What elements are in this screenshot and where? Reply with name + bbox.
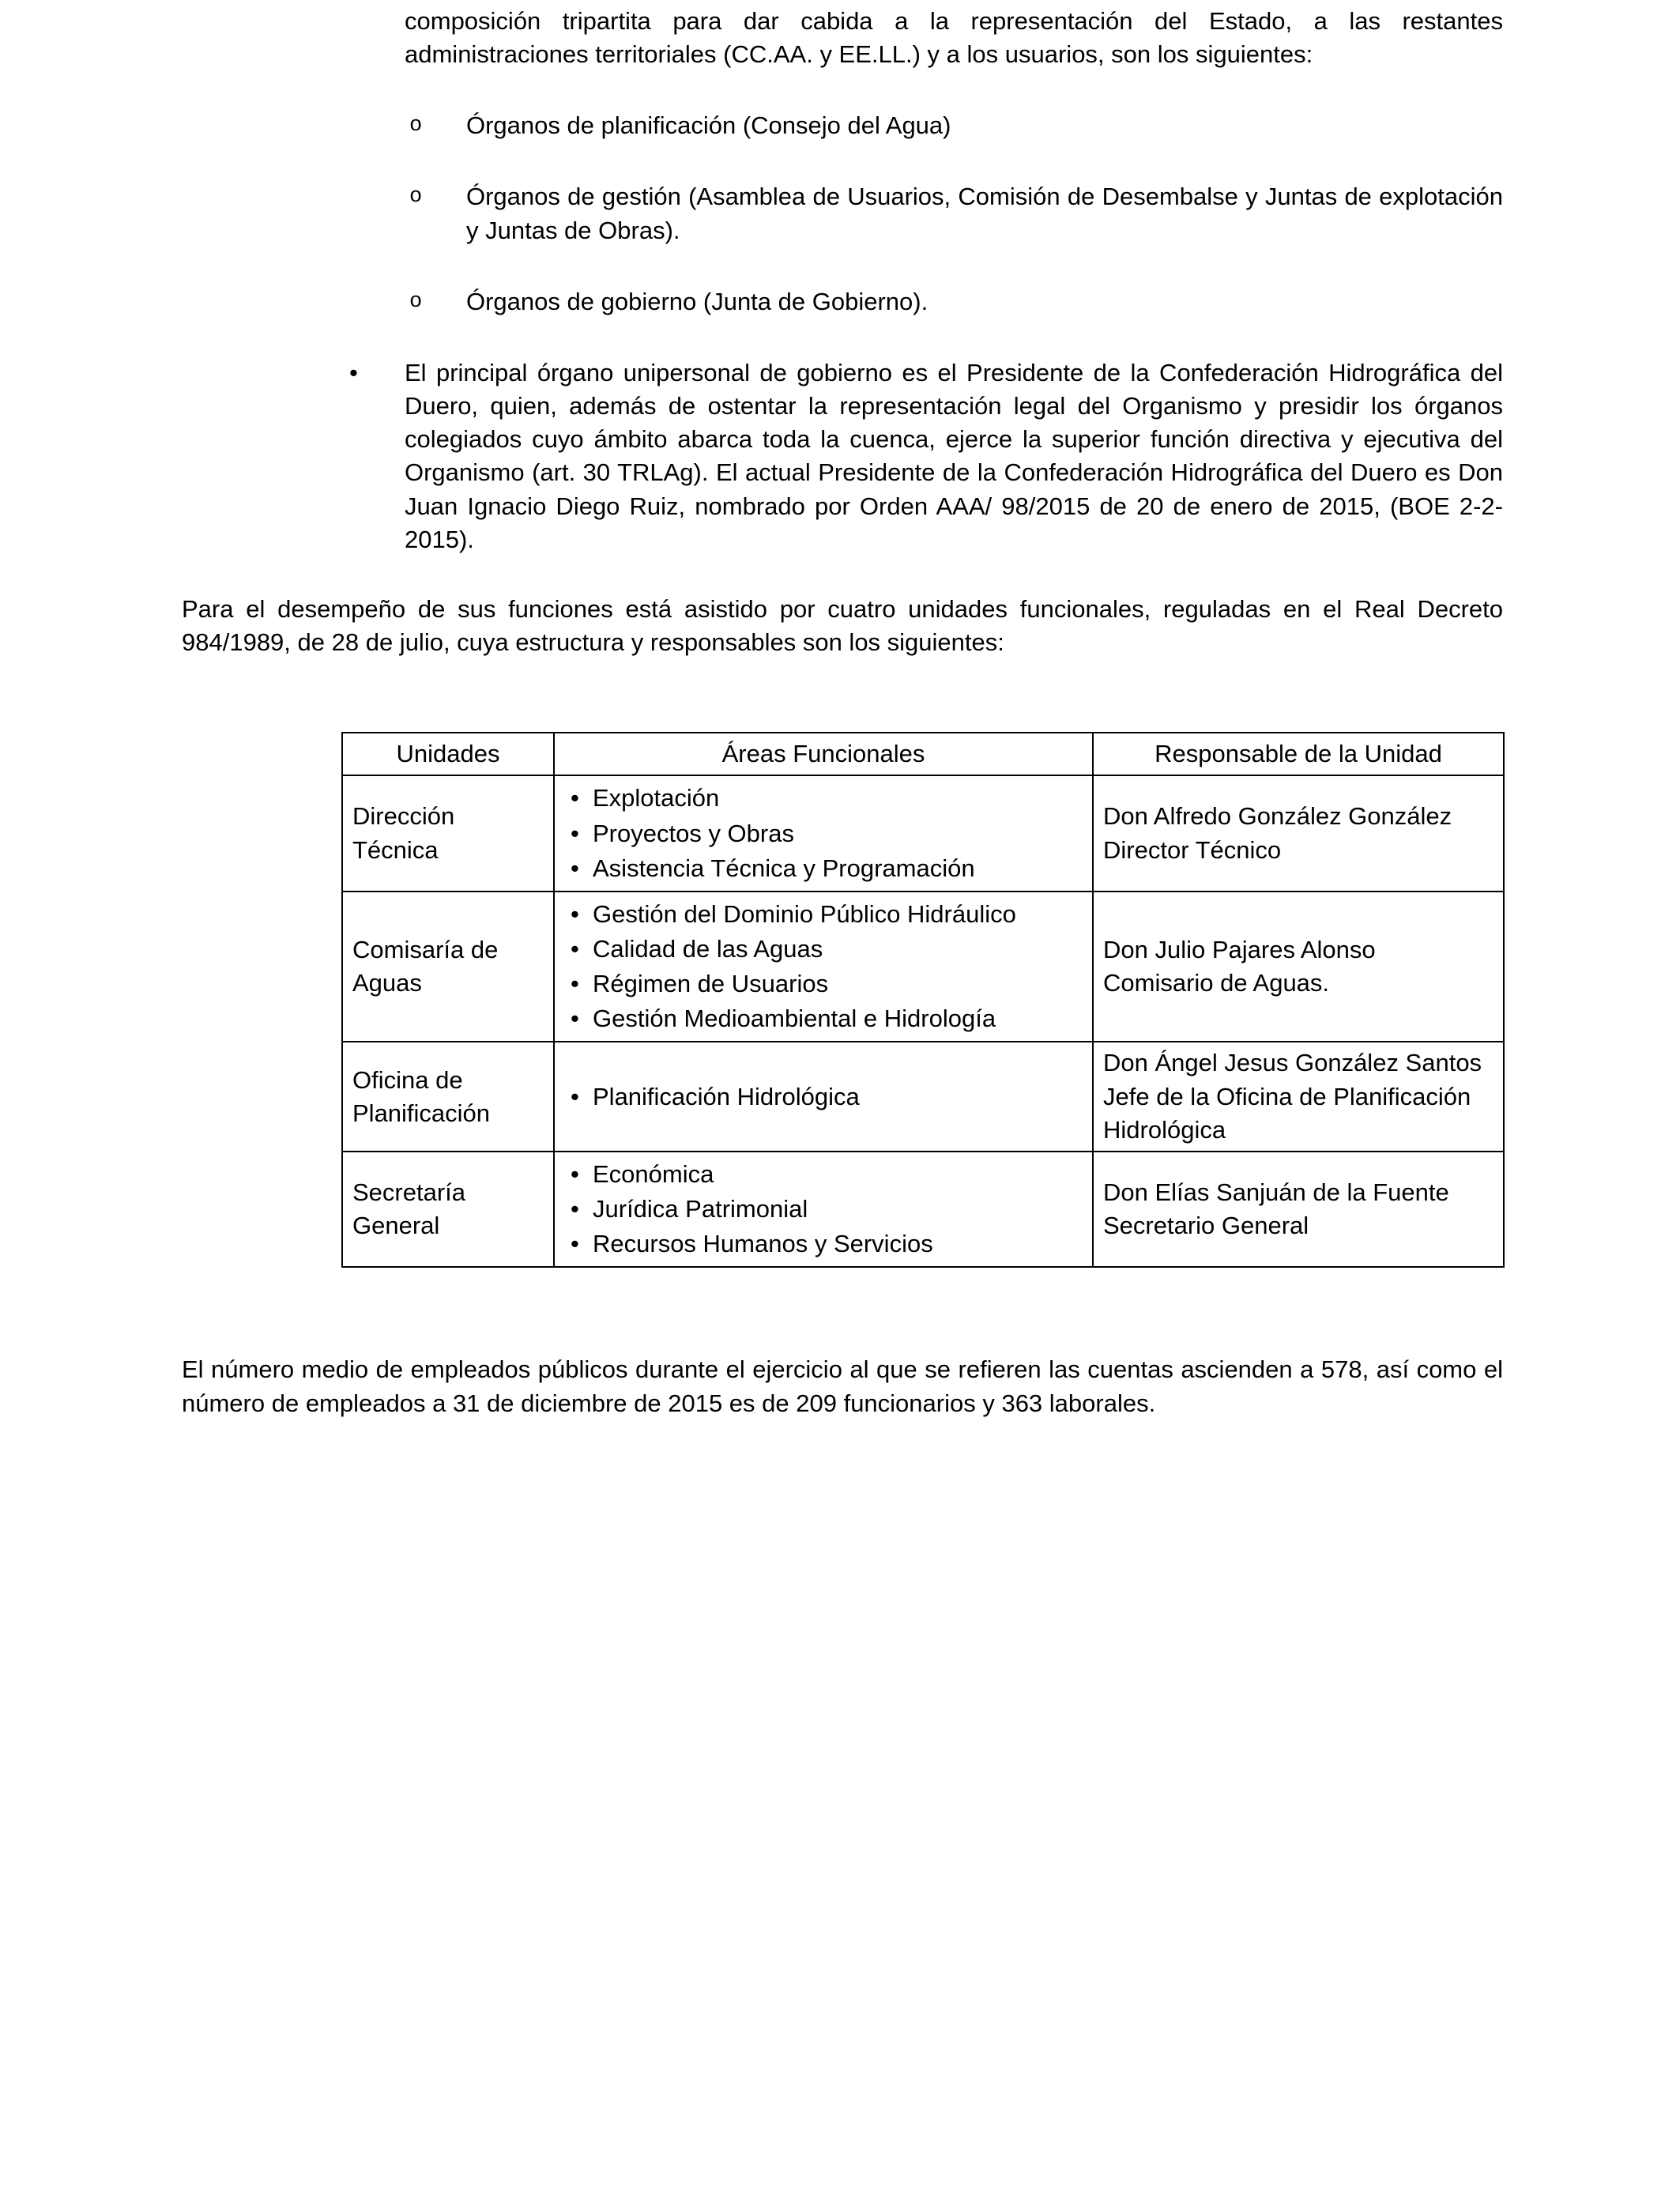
area-text: Gestión del Dominio Público Hidráulico — [593, 899, 1016, 928]
units-paragraph: Para el desempeño de sus funciones está asistido por cuatro unidades funcionales, reguladas en el Real Decreto 984/1989, de 28 de julio, cuya estructura y responsables son los siguientes: — [182, 594, 1503, 657]
unit-cell: Dirección Técnica — [342, 775, 554, 891]
table-row-direccion-tecnica — [342, 775, 1504, 891]
dot-bullet-icon: • — [571, 1195, 579, 1223]
president-bullet — [348, 356, 1503, 556]
responsable-cell — [1093, 775, 1504, 891]
organ-bullet-gobierno — [405, 285, 1503, 319]
responsable-cell — [1093, 892, 1504, 1042]
responsable-cell — [1093, 1042, 1504, 1151]
responsable-role: Comisario de Aguas. — [1103, 969, 1330, 997]
units-table — [341, 732, 1505, 1268]
areas-cell — [554, 892, 1093, 1042]
dot-bullet-icon: • — [571, 1005, 579, 1033]
responsable-name: Don Alfredo González González — [1103, 802, 1452, 831]
responsable-role: Director Técnico — [1103, 835, 1282, 864]
unit-cell: Oficina de Planificación — [342, 1042, 554, 1151]
dot-bullet-icon: • — [349, 358, 358, 386]
circle-bullet-icon: o — [409, 185, 423, 209]
areas-cell — [554, 1152, 1093, 1267]
area-text: Económica — [593, 1159, 714, 1188]
responsable-name: Don Ángel Jesus González Santos — [1103, 1049, 1482, 1077]
organ-bullet-text: Órganos de planificación (Consejo del Agua) — [466, 111, 951, 140]
dot-bullet-icon: • — [571, 1230, 579, 1258]
area-item — [564, 1002, 1083, 1035]
header-responsable: Responsable de la Unidad — [1093, 733, 1504, 775]
header-unidades: Unidades — [342, 733, 554, 775]
responsable-role: Jefe de la Oficina de Planificación Hidrológica — [1103, 1082, 1471, 1144]
organ-bullet-text: Órganos de gobierno (Junta de Gobierno). — [466, 287, 929, 315]
area-text: Explotación — [593, 784, 720, 812]
responsable-role: Secretario General — [1103, 1212, 1309, 1240]
organ-bullet-gestion — [405, 180, 1503, 247]
area-text: Proyectos y Obras — [593, 819, 794, 847]
dot-bullet-icon: • — [571, 1082, 579, 1110]
dot-bullet-icon: • — [571, 854, 579, 882]
area-item — [564, 1080, 1083, 1114]
closing-paragraph: El número medio de empleados públicos durante el ejercicio al que se refieren las cuentas ascienden a 578, así como el número de empleados a 31 de diciembre de 2015 es de 209 funcionarios y 363 laborales. — [182, 1355, 1503, 1417]
area-item — [564, 782, 1083, 815]
dot-bullet-icon: • — [571, 899, 579, 928]
circle-bullet-icon: o — [409, 289, 423, 314]
responsable-name: Don Julio Pajares Alonso — [1103, 935, 1376, 963]
table-header-row — [342, 733, 1504, 775]
responsable-cell — [1093, 1152, 1504, 1267]
areas-cell — [554, 775, 1093, 891]
organ-bullet-text: Órganos de gestión (Asamblea de Usuarios, Comisión de Desembalse y Juntas de explotación y Juntas de Obras). — [466, 183, 1503, 244]
dot-bullet-icon: • — [571, 784, 579, 812]
table-row-secretaria-general — [342, 1152, 1504, 1267]
unit-cell: Secretaría General — [342, 1152, 554, 1267]
unit-cell: Comisaría de Aguas — [342, 892, 554, 1042]
area-item — [564, 967, 1083, 1001]
header-areas-funcionales: Áreas Funcionales — [554, 733, 1093, 775]
area-item — [564, 1158, 1083, 1191]
area-text: Calidad de las Aguas — [593, 934, 823, 963]
area-item — [564, 817, 1083, 850]
organ-bullet-planificacion — [405, 109, 1503, 142]
responsable-name: Don Elías Sanjuán de la Fuente — [1103, 1178, 1449, 1206]
area-text: Jurídica Patrimonial — [593, 1195, 808, 1223]
intro-paragraph: composición tripartita para dar cabida a la representación del Estado, a las restantes administraciones territoriales (CC.AA. y EE.LL.) y a los usuarios, son los siguientes: — [405, 7, 1503, 69]
areas-cell — [554, 1042, 1093, 1151]
table-row-oficina-planificacion — [342, 1042, 1504, 1151]
area-text: Planificación Hidrológica — [593, 1082, 860, 1110]
table-row-comisaria-aguas — [342, 892, 1504, 1042]
dot-bullet-icon: • — [571, 934, 579, 963]
area-item — [564, 933, 1083, 966]
area-item — [564, 1227, 1083, 1261]
president-paragraph-text: El principal órgano unipersonal de gobierno es el Presidente de la Confederación Hidrográfica del Duero, quien, además de ostentar la representación legal del Organismo y presidir los órganos colegiados cuyo ámbito abarca toda la cuenca, ejerce la superior función directiva y ejecutiva del Organismo (art. 30 TRLAg). El actual Presidente de la Confederación Hidrográfica del Duero es Don Juan Ignacio Diego Ruiz, nombrado por Orden AAA/ 98/2015 de 20 de enero de 2015, (BOE 2-2-2015). — [405, 358, 1503, 553]
area-text: Asistencia Técnica y Programación — [593, 854, 975, 882]
area-text: Recursos Humanos y Servicios — [593, 1230, 933, 1258]
area-text: Régimen de Usuarios — [593, 970, 829, 998]
area-text: Gestión Medioambiental e Hidrología — [593, 1005, 996, 1033]
dot-bullet-icon: • — [571, 819, 579, 847]
circle-bullet-icon: o — [409, 114, 423, 138]
area-item — [564, 1193, 1083, 1226]
dot-bullet-icon: • — [571, 970, 579, 998]
area-item — [564, 852, 1083, 885]
dot-bullet-icon: • — [571, 1159, 579, 1188]
area-item — [564, 898, 1083, 931]
